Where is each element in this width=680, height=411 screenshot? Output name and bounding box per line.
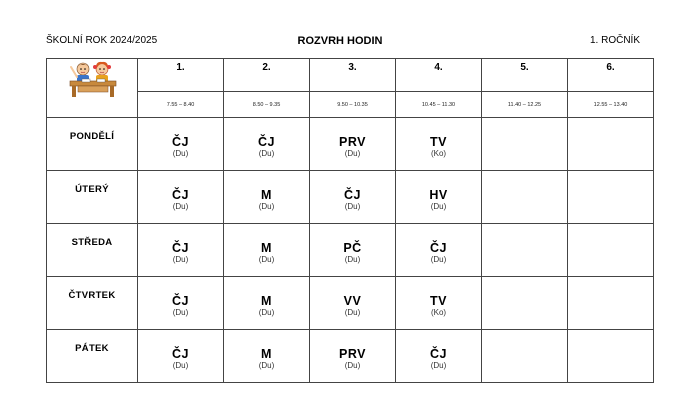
lesson-cell bbox=[224, 330, 310, 383]
lesson-subject: ČJ bbox=[430, 347, 447, 361]
page-header bbox=[0, 34, 680, 50]
lesson-subject: M bbox=[261, 347, 272, 361]
lesson-cell bbox=[396, 224, 482, 277]
lesson-cell bbox=[396, 171, 482, 224]
lesson-cell bbox=[568, 118, 654, 171]
lesson-cell bbox=[224, 224, 310, 277]
day-row-friday bbox=[47, 330, 654, 383]
lesson-subject: M bbox=[261, 241, 272, 255]
lesson-teacher: (Du) bbox=[430, 202, 447, 211]
school-year: ŠKOLNÍ ROK 2024/2025 bbox=[46, 35, 158, 46]
period-time: 11.40 – 12.25 bbox=[482, 92, 568, 118]
day-name: STŘEDA bbox=[47, 224, 138, 277]
period-time: 7.55 – 8.40 bbox=[138, 92, 224, 118]
period-time: 9.50 – 10.35 bbox=[310, 92, 396, 118]
lesson-subject: M bbox=[261, 294, 272, 308]
lesson-teacher: (Du) bbox=[258, 361, 275, 370]
period-number-row bbox=[47, 59, 654, 92]
period-time: 10.45 – 11.30 bbox=[396, 92, 482, 118]
lesson-teacher: (Du) bbox=[172, 255, 189, 264]
lesson-cell bbox=[310, 224, 396, 277]
lesson-cell bbox=[224, 171, 310, 224]
lesson-subject: M bbox=[261, 188, 272, 202]
lesson-cell bbox=[138, 330, 224, 383]
lesson-subject: ČJ bbox=[172, 135, 189, 149]
day-row-thursday bbox=[47, 277, 654, 330]
lesson-cell bbox=[310, 330, 396, 383]
lesson-subject: PČ bbox=[343, 241, 362, 255]
lesson-cell bbox=[138, 224, 224, 277]
lesson-cell bbox=[396, 277, 482, 330]
grade-label: 1. ROČNÍK bbox=[589, 35, 640, 46]
lesson-cell bbox=[568, 330, 654, 383]
lesson-cell bbox=[396, 330, 482, 383]
lesson-teacher: (Du) bbox=[430, 255, 447, 264]
period-number: 3. bbox=[310, 59, 396, 92]
lesson-cell bbox=[568, 277, 654, 330]
period-time: 12.55 – 13.40 bbox=[568, 92, 654, 118]
lesson-cell bbox=[224, 118, 310, 171]
lesson-subject: ČJ bbox=[258, 135, 275, 149]
lesson-teacher: (Du) bbox=[344, 202, 361, 211]
lesson-subject: TV bbox=[430, 294, 447, 308]
period-number: 2. bbox=[224, 59, 310, 92]
lesson-teacher: (Du) bbox=[344, 308, 361, 317]
lesson-teacher: (Du) bbox=[258, 308, 275, 317]
lesson-subject: HV bbox=[429, 188, 448, 202]
lesson-cell bbox=[482, 171, 568, 224]
lesson-teacher: (Du) bbox=[430, 361, 447, 370]
schedule-table bbox=[46, 58, 654, 383]
day-row-tuesday bbox=[47, 171, 654, 224]
lesson-subject: TV bbox=[430, 135, 447, 149]
period-number: 6. bbox=[568, 59, 654, 92]
lesson-subject: ČJ bbox=[430, 241, 447, 255]
lesson-cell bbox=[482, 118, 568, 171]
lesson-cell bbox=[568, 171, 654, 224]
lesson-teacher: (Du) bbox=[172, 308, 189, 317]
lesson-cell bbox=[482, 224, 568, 277]
lesson-cell bbox=[310, 171, 396, 224]
lesson-cell bbox=[396, 118, 482, 171]
lesson-teacher: (Du) bbox=[344, 149, 361, 158]
lesson-cell bbox=[138, 118, 224, 171]
corner-cell bbox=[47, 59, 138, 118]
lesson-cell bbox=[310, 118, 396, 171]
period-number: 4. bbox=[396, 59, 482, 92]
lesson-cell bbox=[138, 171, 224, 224]
lesson-teacher: (Du) bbox=[172, 202, 189, 211]
lesson-teacher: (Du) bbox=[172, 361, 189, 370]
day-name: PONDĚLÍ bbox=[47, 118, 138, 171]
lesson-subject: PRV bbox=[339, 347, 366, 361]
period-time: 8.50 – 9.35 bbox=[224, 92, 310, 118]
day-name: PÁTEK bbox=[47, 330, 138, 383]
lesson-cell bbox=[138, 277, 224, 330]
lesson-teacher: (Ko) bbox=[430, 308, 447, 317]
lesson-teacher: (Du) bbox=[258, 255, 275, 264]
day-row-monday bbox=[47, 118, 654, 171]
pupils-at-desk-icon bbox=[64, 59, 120, 99]
day-name: ÚTERÝ bbox=[47, 171, 138, 224]
lesson-cell bbox=[482, 330, 568, 383]
lesson-subject: ČJ bbox=[172, 294, 189, 308]
lesson-cell bbox=[224, 277, 310, 330]
lesson-teacher: (Ko) bbox=[430, 149, 447, 158]
lesson-cell bbox=[310, 277, 396, 330]
lesson-subject: ČJ bbox=[172, 241, 189, 255]
day-name: ČTVRTEK bbox=[47, 277, 138, 330]
period-number: 5. bbox=[482, 59, 568, 92]
period-time-row bbox=[47, 92, 654, 118]
lesson-subject: PRV bbox=[339, 135, 366, 149]
lesson-teacher: (Du) bbox=[344, 255, 361, 264]
period-number: 1. bbox=[138, 59, 224, 92]
lesson-subject: ČJ bbox=[344, 188, 361, 202]
lesson-subject: ČJ bbox=[172, 188, 189, 202]
lesson-cell bbox=[482, 277, 568, 330]
lesson-subject: ČJ bbox=[172, 347, 189, 361]
lesson-teacher: (Du) bbox=[258, 202, 275, 211]
lesson-teacher: (Du) bbox=[172, 149, 189, 158]
lesson-subject: VV bbox=[343, 294, 362, 308]
page-title: ROZVRH HODIN bbox=[297, 35, 383, 47]
lesson-teacher: (Du) bbox=[258, 149, 275, 158]
lesson-teacher: (Du) bbox=[344, 361, 361, 370]
lesson-cell bbox=[568, 224, 654, 277]
day-row-wednesday bbox=[47, 224, 654, 277]
